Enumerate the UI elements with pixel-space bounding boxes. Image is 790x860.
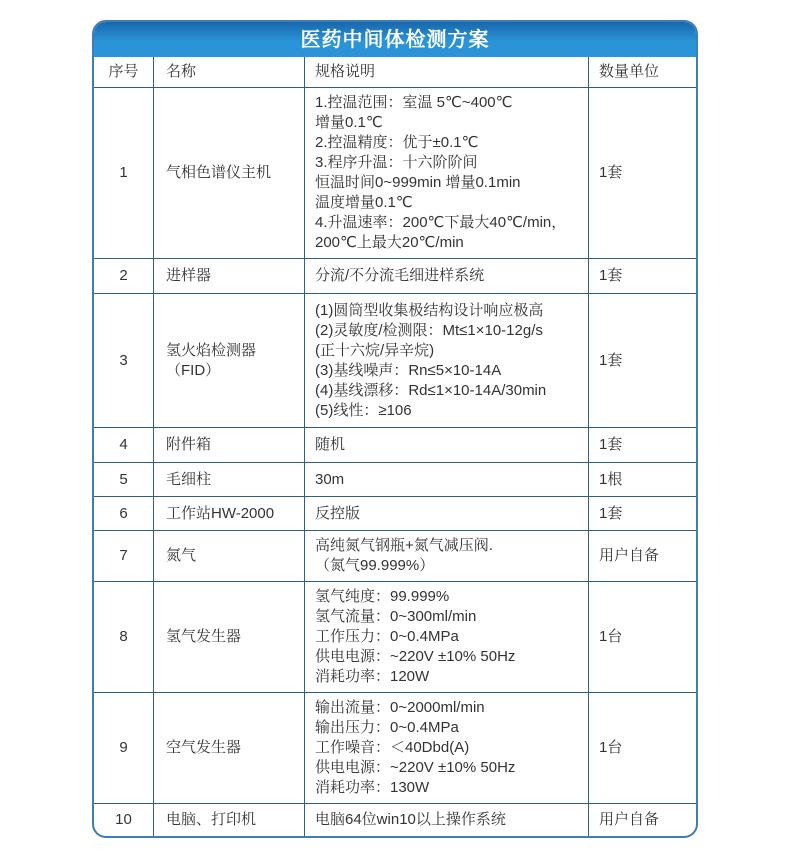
table-row xyxy=(94,258,696,293)
row-no-cell: 10 xyxy=(94,804,154,836)
table-body xyxy=(94,87,696,836)
row-spec-cell xyxy=(305,428,589,462)
row-name-cell: 氢火焰检测器（FID） xyxy=(154,294,305,427)
row-no-cell: 2 xyxy=(94,259,154,293)
row-name-cell: 气相色谱仪主机 xyxy=(154,88,305,258)
row-spec-cell xyxy=(305,693,589,803)
row-no-cell: 5 xyxy=(94,463,154,496)
row-no-cell: 3 xyxy=(94,294,154,427)
spec-line: 2.控温精度：优于±0.1℃ xyxy=(315,134,479,151)
row-spec-cell xyxy=(305,531,589,581)
spec-line: (4)基线漂移：Rd≤1×10-14A/30min xyxy=(315,381,547,399)
table-row xyxy=(94,581,696,692)
row-spec-cell xyxy=(305,804,589,836)
spec-line: (1)圆筒型收集极结构设计响应极高 xyxy=(315,301,544,319)
spec-lines xyxy=(315,504,584,524)
row-no-cell: 4 xyxy=(94,428,154,462)
spec-line: 4.升温速率：200℃下最大40℃/min， xyxy=(315,214,567,231)
spec-lines xyxy=(315,587,584,687)
spec-line: 工作压力：0~0.4MPa xyxy=(315,628,459,645)
table-row xyxy=(94,692,696,803)
spec-line: 1.控温范围：室温 5℃~400℃ xyxy=(315,94,513,111)
spec-line: 电脑64位win10以上操作系统 xyxy=(315,811,506,828)
spec-lines xyxy=(315,470,584,490)
column-header-no: 序号 xyxy=(94,57,154,87)
row-qty-cell: 1套 xyxy=(599,351,623,369)
row-no-cell: 7 xyxy=(94,531,154,581)
spec-line: 200℃上最大20℃/min xyxy=(315,234,464,251)
spec-line: 氢气流量：0~300ml/min xyxy=(315,608,477,625)
spec-line: 随机 xyxy=(315,436,346,453)
spec-table xyxy=(92,20,698,838)
spec-lines xyxy=(315,536,584,576)
row-name-cell: 毛细柱 xyxy=(154,463,305,496)
spec-lines xyxy=(315,301,584,421)
row-qty-cell: 1台 xyxy=(599,739,623,756)
row-name-cell: 工作站HW-2000 xyxy=(154,497,305,530)
spec-lines xyxy=(315,93,584,253)
row-spec-cell xyxy=(305,497,589,530)
row-qty-cell: 1套 xyxy=(599,164,623,181)
spec-lines xyxy=(315,435,584,455)
page-title: 医药中间体检测方案 xyxy=(300,28,490,51)
table-row xyxy=(94,803,696,836)
row-name-cell: 氮气 xyxy=(154,531,305,581)
spec-line: 氢气纯度：99.999% xyxy=(315,588,450,605)
spec-lines xyxy=(315,266,584,286)
spec-line: 增量0.1℃ xyxy=(315,114,383,131)
row-spec-cell xyxy=(305,294,589,427)
spec-line: 工作噪音：＜40Dbd(A) xyxy=(315,739,470,756)
spec-line: 供电电源：~220V ±10% 50Hz xyxy=(315,648,516,665)
row-spec-cell xyxy=(305,259,589,293)
row-no-cell: 8 xyxy=(94,582,154,692)
spec-line: 供电电源：~220V ±10% 50Hz xyxy=(315,759,516,776)
spec-line: 3.程序升温：十六阶阶间 xyxy=(315,154,478,171)
row-name-cell: 附件箱 xyxy=(154,428,305,462)
row-qty-cell: 1套 xyxy=(599,504,623,522)
spec-line: (正十六烷/异辛烷) xyxy=(315,341,435,359)
spec-line: (3)基线噪声：Rn≤5×10-14A xyxy=(315,361,502,379)
table-row xyxy=(94,496,696,530)
spec-line: 分流/不分流毛细进样系统 xyxy=(315,267,485,284)
row-name-cell: 进样器 xyxy=(154,259,305,293)
row-no-cell: 6 xyxy=(94,497,154,530)
spec-lines xyxy=(315,698,584,798)
row-name-cell: 电脑、打印机 xyxy=(154,804,305,836)
table-row xyxy=(94,87,696,258)
spec-line: 30m xyxy=(315,470,345,488)
spec-line: 输出压力：0~0.4MPa xyxy=(315,719,459,736)
spec-line: 高纯氮气钢瓶+氮气减压阀. xyxy=(315,537,493,554)
row-no-cell: 1 xyxy=(94,88,154,258)
table-title-band xyxy=(94,22,696,57)
row-spec-cell xyxy=(305,582,589,692)
column-header-spec: 规格说明 xyxy=(305,57,589,87)
spec-line: 恒温时间0~999min 增量0.1min xyxy=(315,174,521,191)
spec-line: （氮气99.999%） xyxy=(315,557,435,574)
column-header-qty: 数量单位 xyxy=(599,63,660,80)
spec-line: 消耗功率：120W xyxy=(315,668,430,685)
row-spec-cell xyxy=(305,463,589,496)
table-header-row xyxy=(94,57,696,87)
row-qty-cell: 1根 xyxy=(599,470,623,488)
spec-line: (2)灵敏度/检测限：Mt≤1×10-12g/s xyxy=(315,321,543,339)
table-row xyxy=(94,462,696,496)
spec-line: (5)线性：≥106 xyxy=(315,401,412,419)
column-header-name: 名称 xyxy=(154,57,305,87)
row-spec-cell xyxy=(305,88,589,258)
table-row xyxy=(94,427,696,462)
row-qty-cell: 用户自备 xyxy=(599,811,660,828)
row-qty-cell: 1套 xyxy=(599,267,623,284)
spec-line: 温度增量0.1℃ xyxy=(315,194,413,211)
spec-line: 反控版 xyxy=(315,504,361,522)
row-qty-cell: 用户自备 xyxy=(599,547,660,564)
spec-lines xyxy=(315,810,584,830)
row-no-cell: 9 xyxy=(94,693,154,803)
row-qty-cell: 1套 xyxy=(599,436,623,453)
spec-line: 消耗功率：130W xyxy=(315,779,430,796)
row-qty-cell: 1台 xyxy=(599,628,623,645)
table-row xyxy=(94,530,696,581)
row-name-cell: 空气发生器 xyxy=(154,693,305,803)
spec-line: 输出流量：0~2000ml/min xyxy=(315,699,485,716)
row-name-cell: 氢气发生器 xyxy=(154,582,305,692)
table-row xyxy=(94,293,696,427)
